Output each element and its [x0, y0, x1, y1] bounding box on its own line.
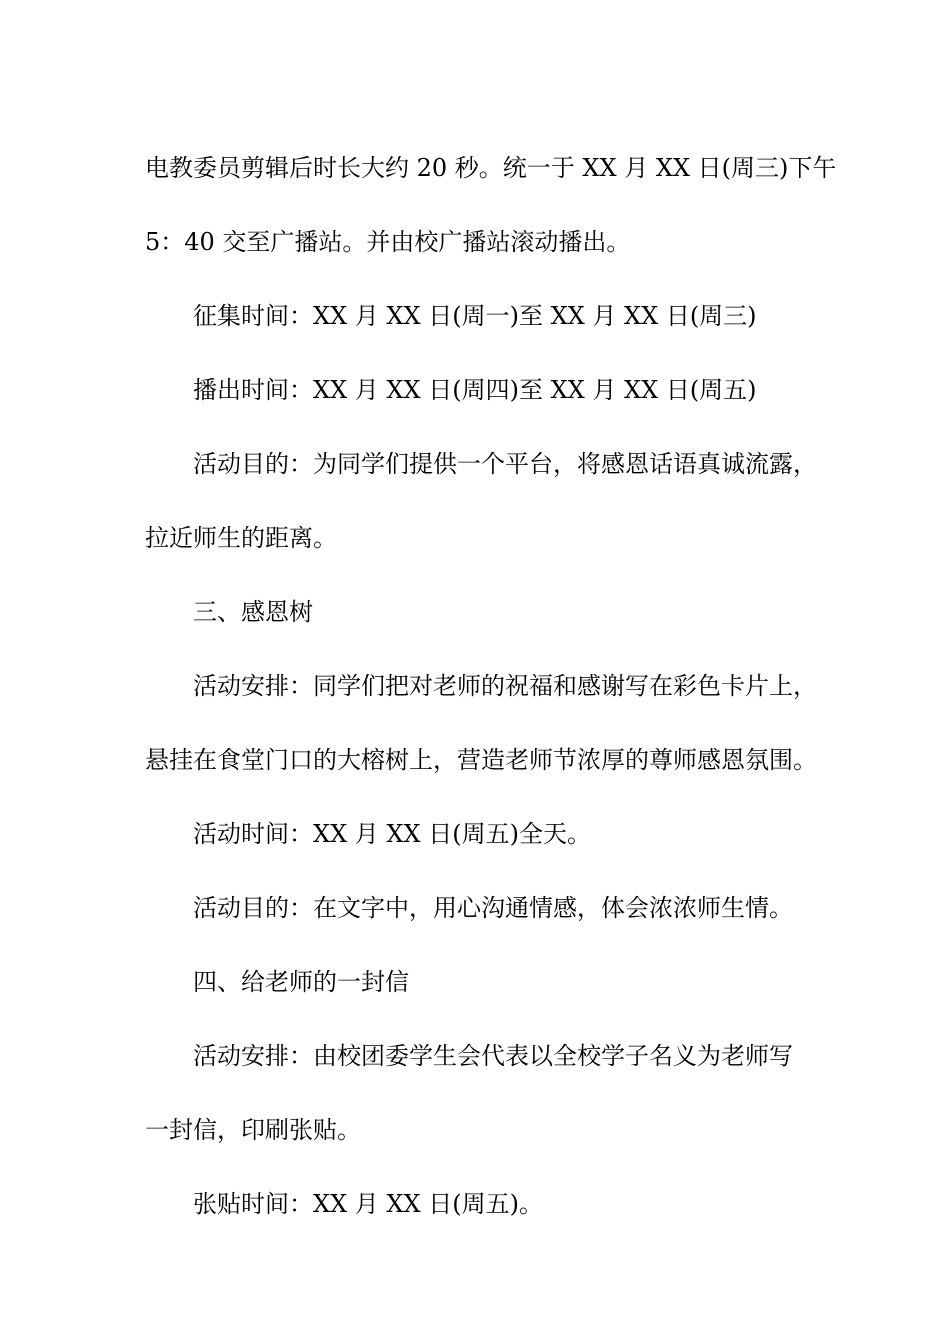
text-line: 活动安排：同学们把对老师的祝福和感谢写在彩色卡片上， — [193, 672, 817, 700]
text-line: 张贴时间：XX 月 XX 日(周五)。 — [193, 1190, 543, 1218]
text-line: 5：40 交至广播站。并由校广播站滚动播出。 — [145, 228, 631, 256]
text-line: 征集时间：XX 月 XX 日(周一)至 XX 月 XX 日(周三) — [193, 302, 757, 330]
text-line: 电教委员剪辑后时长大约 20 秒。统一于 XX 月 XX 日(周三)下午 — [145, 154, 837, 182]
text-line: 活动目的：为同学们提供一个平台，将感恩话语真诚流露， — [193, 450, 817, 478]
text-line: 拉近师生的距离。 — [145, 524, 337, 552]
document-body — [145, 131, 837, 1241]
text-line: 活动时间：XX 月 XX 日(周五)全天。 — [193, 820, 591, 848]
text-line: 悬挂在食堂门口的大榕树上，营造老师节浓厚的尊师感恩氛围。 — [145, 746, 817, 774]
section-heading: 四、给老师的一封信 — [193, 968, 409, 996]
text-line: 活动目的：在文字中，用心沟通情感，体会浓浓师生情。 — [193, 894, 793, 922]
section-heading: 三、感恩树 — [193, 598, 313, 626]
text-line: 播出时间：XX 月 XX 日(周四)至 XX 月 XX 日(周五) — [193, 376, 757, 404]
text-line: 一封信，印刷张贴。 — [145, 1116, 361, 1144]
text-line: 活动安排：由校团委学生会代表以全校学子名义为老师写 — [193, 1042, 793, 1070]
